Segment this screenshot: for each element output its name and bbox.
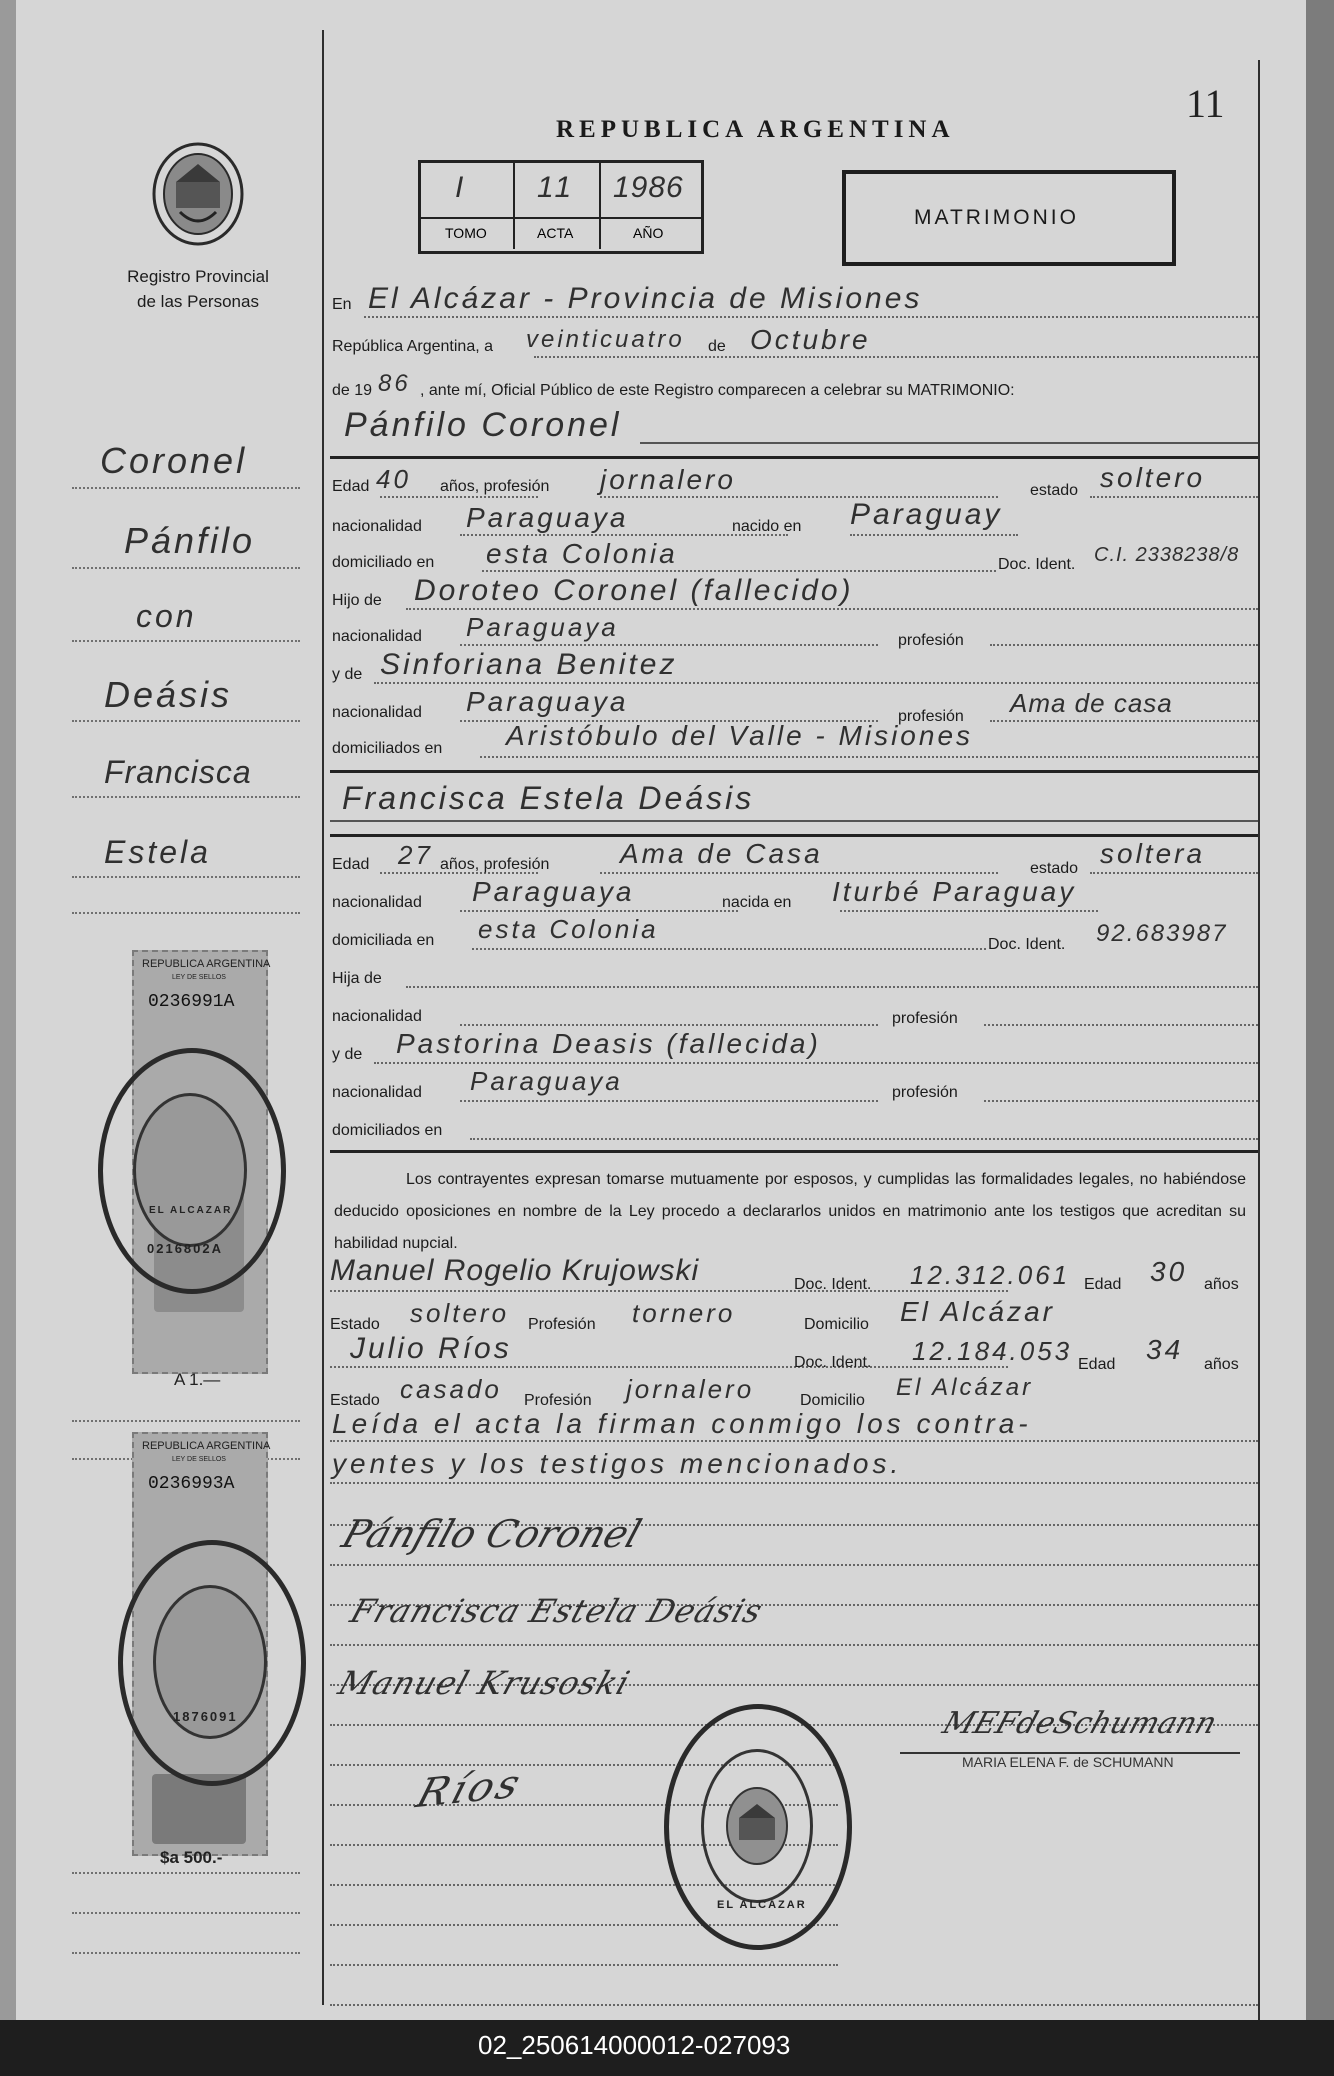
- label-estado: Estado: [330, 1392, 380, 1409]
- field-bride-birthplace: Iturbé Paraguay: [832, 876, 1077, 907]
- margin-line: [72, 796, 300, 798]
- stamp-sub: LEY DE SELLOS: [172, 974, 226, 981]
- margin-line: [72, 720, 300, 722]
- margin-line: [72, 640, 300, 642]
- margin-line: [72, 1872, 300, 1874]
- row-witness2: [330, 1332, 1258, 1374]
- label-nacionalidad: nacionalidad: [332, 1084, 422, 1101]
- field-groom-doc: C.I. 2338238/8: [1094, 544, 1240, 566]
- seal-text: 1876091: [173, 1709, 238, 1724]
- book-spine: [1306, 0, 1334, 2020]
- field-bride-age: 27: [398, 840, 433, 870]
- signature-line: [330, 1974, 1258, 2012]
- row-groom-father-nat: [330, 614, 1258, 652]
- label-domicilio: Domicilio: [800, 1392, 865, 1409]
- registry-seal-bottom: [664, 1704, 852, 1950]
- margin-name-6: Estela: [104, 834, 211, 870]
- row-bride-address: [330, 914, 1258, 956]
- stamp-sub: LEY DE SELLOS: [172, 1456, 226, 1463]
- field-bride-name: Francisca Estela Deásis: [342, 780, 755, 816]
- label-anos-profesion: años, profesión: [440, 478, 550, 495]
- label-domiciliados: domiciliados en: [332, 740, 443, 757]
- field-groom-parents-addr: Aristóbulo del Valle - Misiones: [506, 720, 974, 751]
- row-date: [330, 326, 1258, 364]
- margin-line: [72, 1912, 300, 1914]
- label-nacionalidad: nacionalidad: [332, 704, 422, 721]
- margin-name-1: Coronel: [100, 440, 248, 481]
- label-anos-profesion: años, profesión: [440, 856, 550, 873]
- margin-line: [72, 912, 300, 914]
- margin-line: [72, 876, 300, 878]
- tomo-value: I: [455, 171, 467, 204]
- footer-id: 02_250614000012-027093: [478, 2030, 791, 2060]
- label-profesion: profesión: [898, 632, 964, 649]
- column-divider: [322, 30, 324, 2005]
- label-edad: Edad: [1078, 1356, 1116, 1373]
- label-nacionalidad: nacionalidad: [332, 894, 422, 911]
- field-groom-address: esta Colonia: [486, 538, 678, 569]
- margin-line: [72, 1420, 300, 1422]
- row-bride-father: [330, 956, 1258, 994]
- field-groom-mother: Sinforiana Benitez: [380, 648, 678, 681]
- label-doc-ident: Doc. Ident.: [988, 936, 1066, 953]
- field-witness1-age: 30: [1150, 1256, 1188, 1287]
- label-estado: Estado: [330, 1316, 380, 1333]
- field-groom-profession: jornalero: [600, 464, 736, 495]
- label-y-de: y de: [332, 666, 363, 683]
- label-profesion: profesión: [892, 1084, 958, 1101]
- row-groom-father: [330, 574, 1258, 616]
- field-month: Octubre: [750, 324, 871, 355]
- label-nacionalidad: nacionalidad: [332, 1008, 422, 1025]
- registry-seal-left-2: [118, 1540, 306, 1786]
- field-bride-mother-nat: Paraguaya: [470, 1066, 623, 1096]
- field-place: El Alcázar - Provincia de Misiones: [368, 282, 923, 315]
- label-profesion: profesión: [892, 1010, 958, 1027]
- label-en: En: [332, 296, 352, 313]
- row-bride-parents-addr: [330, 1108, 1258, 1146]
- row-bride-mother-nat: [330, 1066, 1258, 1108]
- field-groom-birthplace: Paraguay: [850, 498, 1003, 531]
- seal-bottom-text: EL ALCAZAR: [149, 1205, 233, 1216]
- label-domiciliada: domiciliada en: [332, 932, 435, 949]
- margin-name-4: Deásis: [104, 674, 233, 715]
- row-groom-name: [330, 406, 1258, 456]
- row-closing-2: [330, 1448, 1258, 1490]
- field-witness2-name: Julio Ríos: [350, 1332, 512, 1365]
- field-bride-mother: Pastorina Deasis (fallecida): [396, 1028, 821, 1059]
- field-bride-doc: 92.683987: [1096, 920, 1228, 947]
- field-day: veinticuatro: [526, 326, 685, 353]
- signature-bride: Francisca Estela Deásis: [345, 1592, 768, 1630]
- row-groom-nationality: [330, 498, 1258, 542]
- row-groom-mother: [330, 648, 1258, 690]
- seal-emblem-icon: [704, 1752, 810, 1900]
- field-witness1-name: Manuel Rogelio Krujowski: [330, 1254, 700, 1287]
- field-year: 86: [378, 370, 411, 397]
- stamp-value: $a 500.-: [160, 1848, 223, 1867]
- field-witness2-dom: El Alcázar: [896, 1374, 1034, 1401]
- field-bride-status: soltera: [1100, 838, 1206, 869]
- row-year: [330, 370, 1258, 408]
- registry-emblem-icon: [150, 140, 246, 246]
- label-hijo-de: Hijo de: [332, 592, 382, 609]
- stamp-value: A 1.—: [174, 1370, 221, 1389]
- row-bride-name: [330, 778, 1258, 834]
- field-witness2-prof: jornalero: [626, 1374, 755, 1404]
- closing-line-2: yentes y los testigos mencionados.: [332, 1448, 903, 1479]
- row-bride-mother: [330, 1028, 1258, 1070]
- anio-value: 1986: [613, 171, 684, 204]
- label-nacida-en: nacida en: [722, 894, 792, 911]
- declaration-text: Los contrayentes expresan tomarse mutuamente por esposos, y cumplidas las formalidades legales, no habiéndose deducido oposiciones en nombre de la Ley procedo a declararlos unidos en matrimonio ante los testigos que acreditan su habilidad nupcial.: [334, 1171, 1246, 1252]
- stamp-number: 0236991A: [148, 992, 235, 1012]
- margin-name-3: con: [136, 598, 197, 634]
- field-bride-profession: Ama de Casa: [620, 838, 823, 869]
- margin-line: [72, 487, 300, 489]
- label-edad: Edad: [332, 856, 370, 873]
- label-profesion: profesión: [898, 708, 964, 725]
- label-y-de: y de: [332, 1046, 363, 1063]
- field-witness1-prof: tornero: [632, 1298, 736, 1328]
- page-edge: [0, 0, 16, 2020]
- field-witness2-age: 34: [1146, 1334, 1184, 1365]
- row-witness1: [330, 1254, 1258, 1298]
- field-groom-status: soltero: [1100, 462, 1206, 493]
- label-doc-ident: Doc. Ident.: [998, 556, 1076, 573]
- field-groom-father: Doroteo Coronel (fallecido): [414, 574, 854, 607]
- label-doc-ident: Doc. Ident.: [794, 1354, 872, 1371]
- field-witness1-doc: 12.312.061: [910, 1260, 1071, 1290]
- margin-line: [72, 567, 300, 569]
- margin-line: [72, 1952, 300, 1954]
- label-profesion: Profesión: [528, 1316, 596, 1333]
- right-border: [1258, 60, 1260, 2020]
- label-nacionalidad: nacionalidad: [332, 628, 422, 645]
- margin-name-5: Francisca: [104, 754, 252, 790]
- seal-bottom-text: EL ALCAZAR: [717, 1899, 807, 1911]
- label-hija-de: Hija de: [332, 970, 382, 987]
- label-anos: años: [1204, 1356, 1239, 1373]
- margin-name-2: Pánfilo: [124, 520, 256, 561]
- field-groom-age: 40: [376, 464, 411, 494]
- field-groom-name: Pánfilo Coronel: [344, 406, 622, 444]
- label-domicilio: Domicilio: [804, 1316, 869, 1333]
- row-groom-age: [330, 462, 1258, 504]
- label-edad: Edad: [1084, 1276, 1122, 1293]
- field-witness2-status: casado: [400, 1374, 502, 1404]
- acta-value: 11: [537, 171, 575, 204]
- label-profesion: Profesión: [524, 1392, 592, 1409]
- closing-line-1: Leída el acta la firman conmigo los contra-: [332, 1408, 1032, 1439]
- row-place: [330, 282, 1258, 324]
- country-title: REPUBLICA ARGENTINA: [556, 116, 955, 143]
- signature-groom: Pánfilo Coronel: [336, 1512, 647, 1556]
- field-witness1-status: soltero: [410, 1298, 510, 1328]
- signature-witness2: Ríos: [411, 1760, 529, 1818]
- signature-official: MEFdeSchumann: [938, 1706, 1222, 1741]
- record-type-box: [842, 170, 1176, 266]
- field-witness2-doc: 12.184.053: [912, 1336, 1073, 1366]
- label-domiciliado: domiciliado en: [332, 554, 435, 571]
- field-groom-nationality: Paraguaya: [466, 502, 629, 533]
- signature-witness1: Manuel Krusoski: [333, 1664, 636, 1702]
- label-doc-ident: Doc. Ident.: [794, 1276, 872, 1293]
- field-witness1-dom: El Alcázar: [900, 1296, 1056, 1327]
- stamp-header: REPUBLICA ARGENTINA: [142, 1440, 271, 1452]
- official-signature-line: [900, 1752, 1240, 1754]
- field-bride-address: esta Colonia: [478, 914, 659, 944]
- field-groom-father-nat: Paraguaya: [466, 612, 619, 642]
- anio-label: AÑO: [633, 225, 664, 241]
- acta-label: ACTA: [537, 225, 574, 241]
- registry-seal-left: [98, 1048, 286, 1294]
- field-bride-nationality: Paraguaya: [472, 876, 635, 907]
- page-number: 11: [1186, 81, 1225, 126]
- seal-text: 0216802A: [147, 1241, 223, 1256]
- field-groom-mother-prof: Ama de casa: [1010, 688, 1173, 718]
- row-bride-father-nat: [330, 994, 1258, 1032]
- label-anos: años: [1204, 1276, 1239, 1293]
- label-domiciliados: domiciliados en: [332, 1122, 443, 1139]
- label-de19: de 19: [332, 382, 373, 399]
- row-closing-1: [330, 1410, 1258, 1448]
- label-nacionalidad: nacionalidad: [332, 518, 422, 535]
- stamp-header: REPUBLICA ARGENTINA: [142, 958, 271, 970]
- row-groom-address: [330, 540, 1258, 578]
- label-ante-mi: , ante mí, Oficial Público de este Registro comparecen a celebrar su MATRIMONIO:: [420, 382, 1015, 399]
- label-republica: República Argentina, a: [332, 338, 493, 355]
- row-bride-age: [330, 838, 1258, 880]
- registry-name: Registro Provincial de las Personas: [127, 267, 269, 311]
- tomo-label: TOMO: [445, 225, 487, 241]
- stamp-number: 0236993A: [148, 1474, 235, 1494]
- label-nacido-en: nacido en: [732, 518, 802, 535]
- official-name: MARIA ELENA F. de SCHUMANN: [962, 1754, 1174, 1770]
- label-de: de: [708, 338, 726, 355]
- label-estado: estado: [1030, 482, 1079, 499]
- label-edad: Edad: [332, 478, 370, 495]
- field-groom-mother-nat: Paraguaya: [466, 686, 629, 717]
- record-type: MATRIMONIO: [914, 206, 1079, 229]
- row-groom-parents-addr: [330, 720, 1258, 764]
- label-estado: estado: [1030, 860, 1079, 877]
- record-reference-box: [418, 160, 704, 254]
- row-bride-nationality: [330, 876, 1258, 918]
